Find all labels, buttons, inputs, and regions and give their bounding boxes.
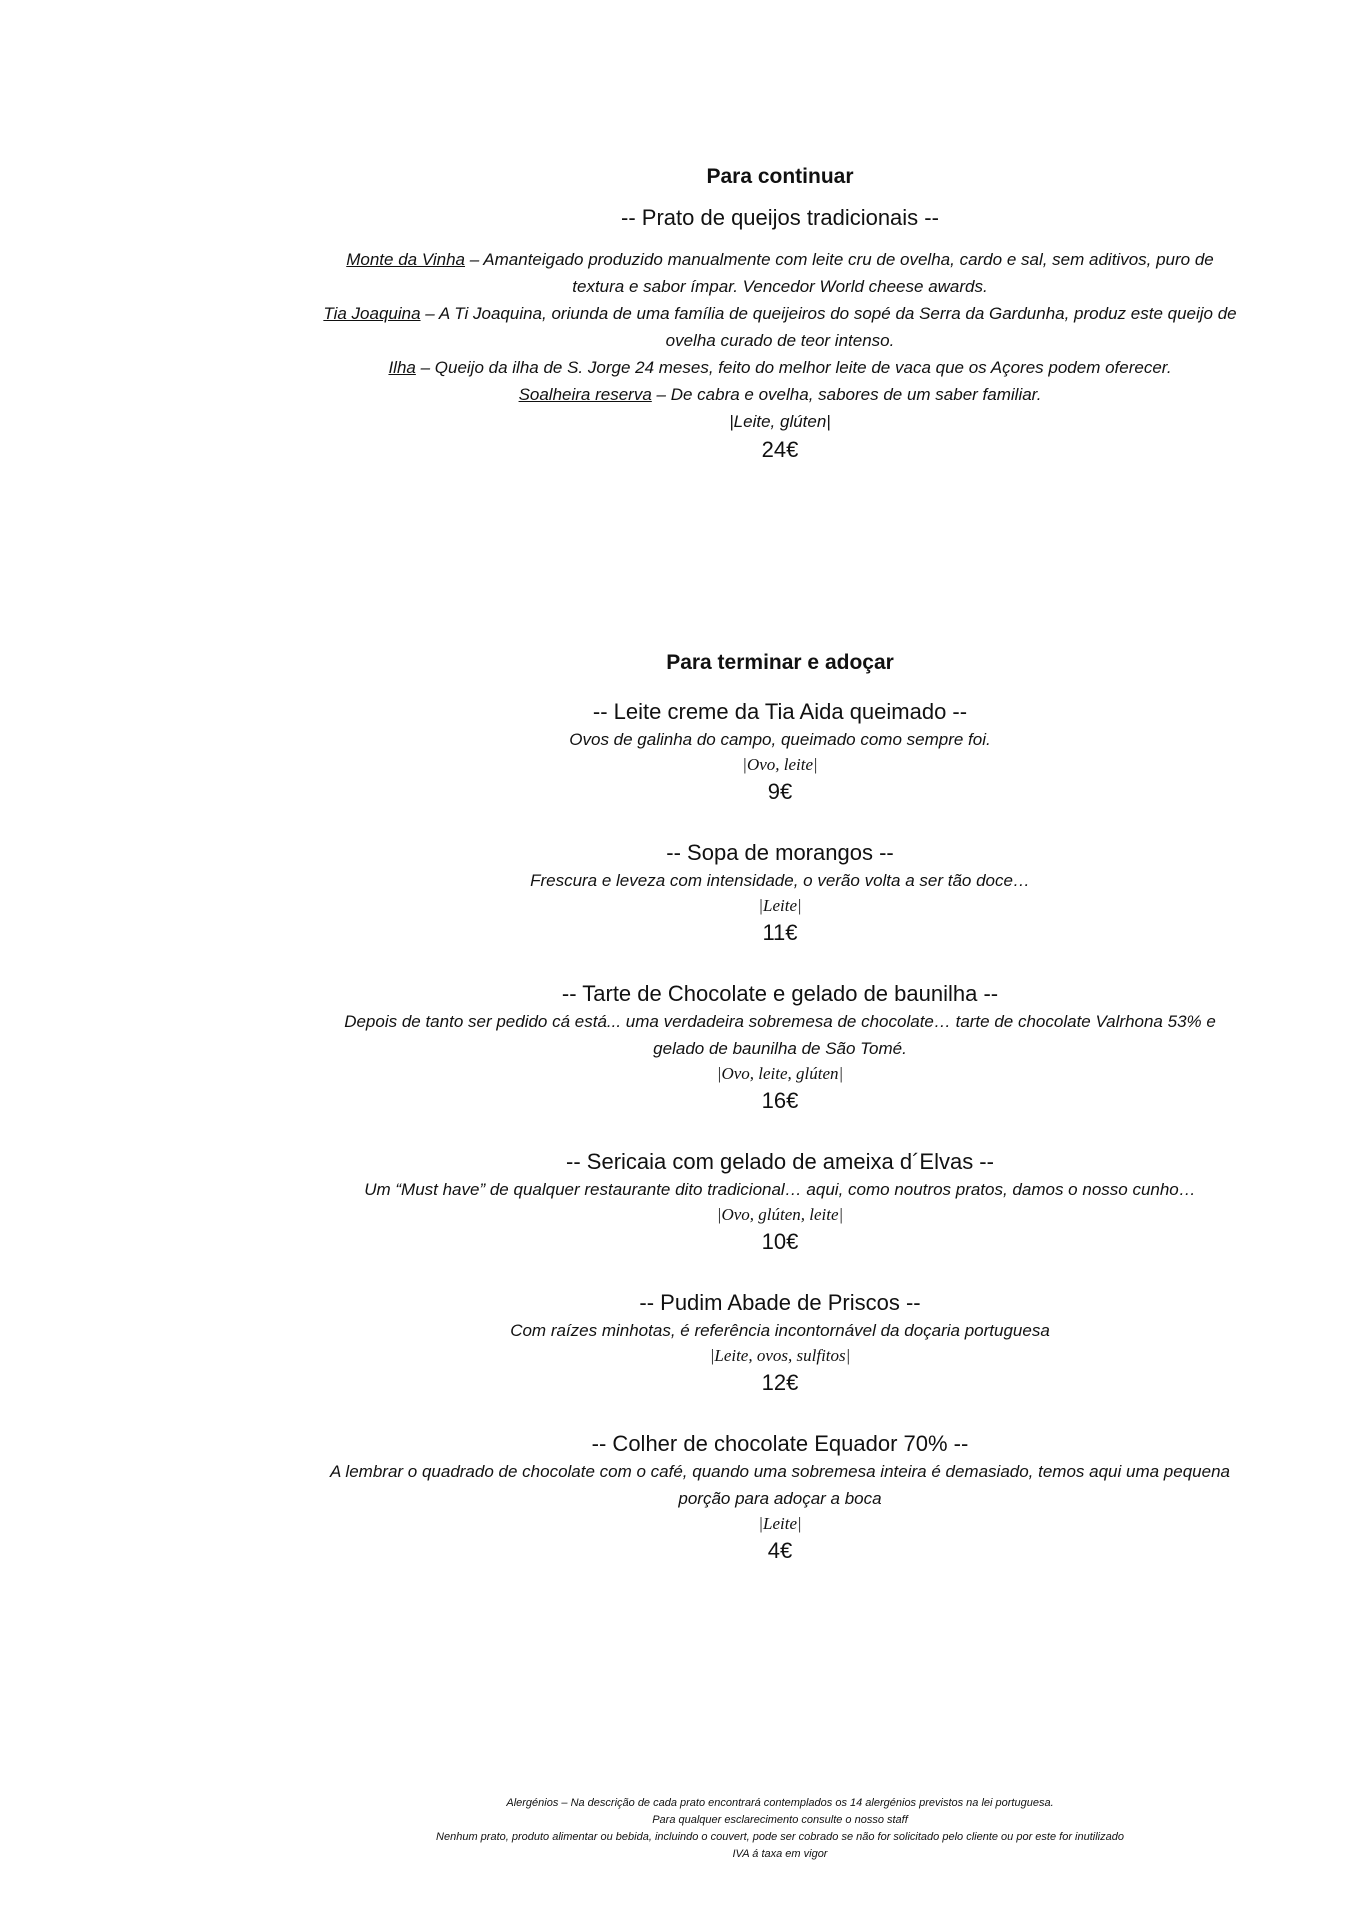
cheese-item [320,381,1240,408]
dish-title: -- Leite creme da Tia Aida queimado -- [592,699,968,724]
price: 9€ [767,779,793,804]
allergens: |Ovo, glúten, leite| [716,1205,844,1224]
price: 24€ [761,437,799,462]
allergens: |Leite, glúten| [729,412,831,431]
footer-allergen-note: Alergénios – Na descrição de cada prato encontrará contemplados os 14 alergénios previstos na lei portuguesa. [506,1797,1054,1809]
cheese-item [320,300,1240,354]
cheese-description: – Amanteigado produzido manualmente com leite cru de ovelha, cardo e sal, sem aditivos, puro de textura e sabor ímpar. Vencedor World cheese awards. [465,250,1214,296]
allergens: |Leite, ovos, sulfitos| [709,1346,851,1365]
section-title: Para continuar [706,165,854,188]
cheese-name: Ilha [388,358,416,377]
dessert-item [320,1430,1240,1566]
cheese-section [320,163,1240,465]
dessert-item [320,1148,1240,1257]
dessert-item [320,839,1240,948]
dish-title: -- Colher de chocolate Equador 70% -- [591,1431,969,1456]
footer-notes [320,1795,1240,1863]
dessert-item [320,698,1240,807]
cheese-description: – A Ti Joaquina, oriunda de uma família de queijeiros do sopé da Serra da Gardunha, produz este queijo de ovelha curado de teor intenso. [420,304,1237,350]
dish-title: -- Pudim Abade de Priscos -- [639,1290,921,1315]
dessert-item [320,1289,1240,1398]
allergens: |Ovo, leite, glúten| [716,1064,844,1083]
allergens: |Leite| [758,896,802,915]
cheese-item [320,246,1240,300]
price: 11€ [762,920,798,945]
dish-description: Ovos de galinha do campo, queimado como sempre foi. [569,730,991,749]
dish-description: A lembrar o quadrado de chocolate com o café, quando uma sobremesa inteira é demasiado, temos aqui uma pequena porção para adoçar a boca [330,1462,1230,1508]
cheese-name: Tia Joaquina [323,304,421,323]
allergens: |Leite| [758,1514,802,1533]
price: 12€ [761,1370,799,1395]
price: 16€ [761,1088,799,1113]
dish-title: -- Prato de queijos tradicionais -- [621,205,939,230]
dish-description: Com raízes minhotas, é referência incontornável da doçaria portuguesa [510,1321,1050,1340]
price: 4€ [767,1538,793,1563]
dessert-section [320,649,1240,1566]
cheese-item [320,354,1240,381]
dish-title: -- Tarte de Chocolate e gelado de baunilha -- [561,981,999,1006]
section-title: Para terminar e adoçar [666,651,894,674]
cheese-name: Monte da Vinha [346,250,466,269]
cheese-list [320,246,1240,465]
footer-staff-note: Para qualquer esclarecimento consulte o nosso staff [652,1814,908,1826]
cheese-name: Soalheira reserva [518,385,652,404]
dish-title: -- Sopa de morangos -- [666,840,894,865]
dish-description: Um “Must have” de qualquer restaurante dito tradicional… aqui, como noutros pratos, damos o nosso cunho… [364,1180,1196,1199]
cheese-description: – De cabra e ovelha, sabores de um saber familiar. [651,385,1042,404]
dessert-item [320,980,1240,1116]
footer-charge-note: Nenhum prato, produto alimentar ou bebida, incluindo o couvert, pode ser cobrado se não for solicitado pelo cliente ou por este for inutilizado [436,1831,1124,1843]
dish-description: Frescura e leveza com intensidade, o verão volta a ser tão doce… [530,871,1030,890]
footer-vat-note: IVA á taxa em vigor [732,1848,828,1860]
cheese-description: – Queijo da ilha de S. Jorge 24 meses, feito do melhor leite de vaca que os Açores podem oferecer. [415,358,1172,377]
allergens: |Ovo, leite| [742,755,818,774]
dish-description: Depois de tanto ser pedido cá está... uma verdadeira sobremesa de chocolate… tarte de chocolate Valrhona 53% e gelado de baunilha de São Tomé. [344,1012,1216,1058]
price: 10€ [761,1229,799,1254]
dish-title: -- Sericaia com gelado de ameixa d´Elvas -- [566,1149,994,1174]
